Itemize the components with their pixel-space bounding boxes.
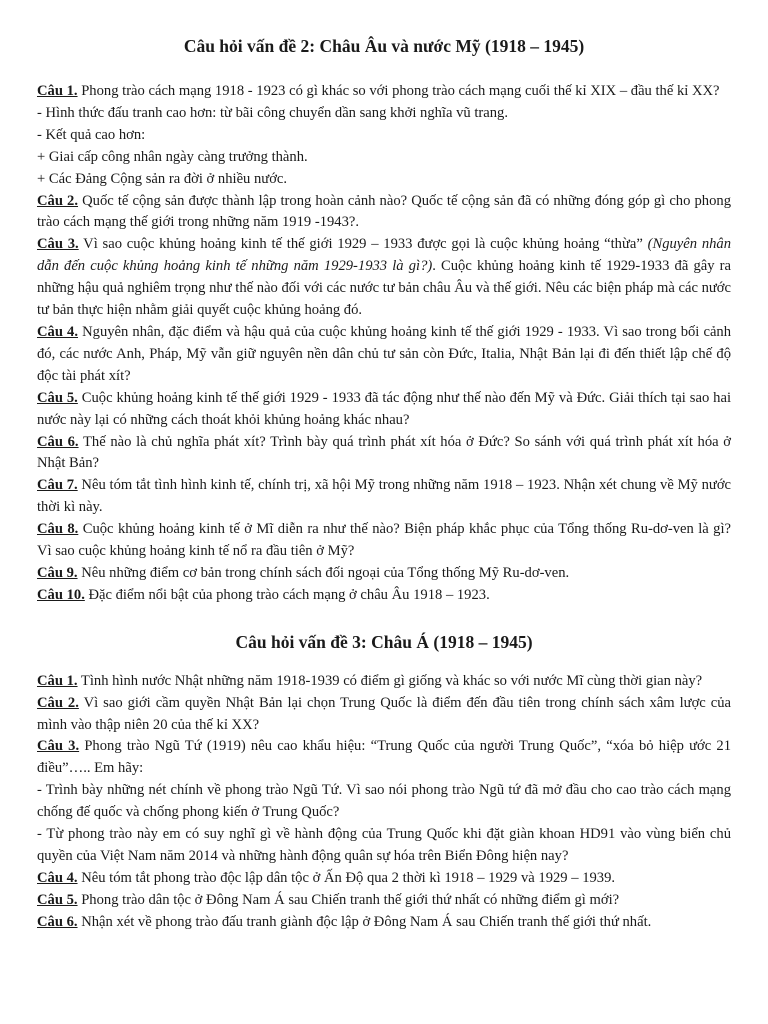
answer-line: + Giai cấp công nhân ngày càng trưởng thành.	[37, 148, 308, 165]
question-label: Câu 9.	[37, 564, 78, 581]
question-text: Quốc tế cộng sản được thành lập trong hoàn cảnh nào? Quốc tế cộng sản đã có những đóng góp gì cho phong trào cách mạng thế giới trong những năm 1919 -1943?.	[37, 192, 731, 231]
question-9	[37, 563, 731, 585]
section-spacer	[37, 607, 731, 631]
question-label: Câu 1.	[37, 672, 78, 689]
question-text: . Cuộc khủng hoảng kinh tế 1929-1933 đã gây ra những hậu quả nghiêm trọng như thế nào đối với các nước tư bản châu Âu và thế giới. Nêu các biện pháp mà các nước tư bản thực hiện nhằm giải quyết cuộc khủng hoảng đó.	[37, 258, 731, 319]
question-text: Phong trào dân tộc ở Đông Nam Á sau Chiến tranh thế giới thứ nhất có những điểm gì mới?	[77, 891, 620, 908]
question-label: Câu 5.	[37, 389, 78, 406]
question-2	[37, 693, 731, 737]
question-text: Cuộc khủng hoảng kinh tế thế giới 1929 - 1933 đã tác động như thế nào đến Mỹ và Đức. Giải thích tại sao hai nước này lại có những cách thoát khỏi khủng hoảng khác nhau?	[37, 389, 732, 428]
question-text: Cuộc khủng hoảng kinh tế ở Mĩ diễn ra như thế nào? Biện pháp khắc phục của Tổng thống Ru-dơ-ven là gì? Vì sao cuộc khủng hoảng kinh tế nổ ra đầu tiên ở Mỹ?	[37, 521, 731, 560]
question-3	[37, 234, 731, 322]
question-text: Vì sao cuộc khủng hoảng kinh tế thế giới 1929 – 1933 được gọi là cuộc khủng hoảng “thừa”	[78, 236, 648, 253]
question-text: Nhận xét về phong trào đấu tranh giành độc lập ở Đông Nam Á sau Chiến tranh thế giới thứ nhất.	[77, 913, 652, 930]
section-title-europe-america: Câu hỏi vấn đề 2: Châu Âu và nước Mỹ (1918 – 1945)	[183, 36, 585, 56]
question-text: Phong trào cách mạng 1918 - 1923 có gì khác so với phong trào cách mạng cuối thế kỉ XIX – đầu thế kỉ XX?	[77, 83, 720, 99]
question-6	[37, 912, 731, 934]
question-text: Phong trào Ngũ Tứ (1919) nêu cao khẩu hiệu: “Trung Quốc của người Trung Quốc”, “xóa bỏ hiệp ước 21 điều”….. Em hãy:	[37, 738, 732, 777]
question-3	[37, 736, 731, 780]
question-label: Câu 3.	[37, 236, 79, 253]
question-list-asia	[37, 671, 731, 934]
question-label: Câu 6.	[37, 433, 79, 450]
answer-line: - Hình thức đấu tranh cao hơn: từ bãi công chuyển dần sang khởi nghĩa vũ trang.	[37, 104, 508, 121]
question-label: Câu 8.	[37, 521, 79, 538]
question-label: Câu 2.	[37, 694, 79, 711]
question-label: Câu 5.	[37, 891, 78, 908]
question-label: Câu 2.	[37, 192, 79, 209]
answer-line: - Trình bày những nét chính về phong trào Ngũ Tứ. Vì sao nói phong trào Ngũ tứ đã mở đầu cho cao trào cách mạng chống đế quốc và chống phong kiến ở Trung Quốc?	[37, 782, 731, 821]
question-5	[37, 890, 731, 912]
question-label: Câu 7.	[37, 477, 78, 494]
question-label: Câu 1.	[37, 83, 78, 99]
question-text: Nêu những điểm cơ bản trong chính sách đối ngoại của Tổng thống Mỹ Ru-dơ-ven.	[77, 564, 570, 581]
question-6	[37, 432, 731, 476]
question-label: Câu 4.	[37, 323, 79, 340]
question-text: Nêu tóm tắt tình hình kinh tế, chính trị, xã hội Mỹ trong những năm 1918 – 1923. Nhận xét chung về Mỹ nước thời kì này.	[37, 477, 732, 516]
answer-line: + Các Đảng Cộng sản ra đời ở nhiều nước.	[37, 170, 288, 187]
question-text: Nêu tóm tắt phong trào độc lập dân tộc ở Ấn Độ qua 2 thời kì 1918 – 1929 và 1929 – 1939.	[77, 869, 616, 886]
question-1	[37, 671, 731, 693]
question-label: Câu 10.	[37, 586, 85, 603]
question-1	[37, 81, 731, 103]
question-list-europe-america	[37, 81, 731, 607]
answer-line: - Kết quả cao hơn:	[37, 126, 146, 143]
question-8	[37, 519, 731, 563]
question-5	[37, 388, 731, 432]
question-text: Nguyên nhân, đặc điểm và hậu quả của cuộc khủng hoảng kinh tế thế giới 1929 - 1933. Vì sao trong bối cảnh đó, các nước Anh, Pháp, Mỹ vẫn giữ nguyên nền dân chủ tư sản còn Đức, Italia, Nhật Bản lại đi đến thiết lập chế độ độc tài phát xít?	[37, 323, 732, 384]
question-text-italic: (Nguyên nhân dẫn đến cuộc khủng hoảng kinh tế những năm 1929-1933 là gì?)	[37, 236, 732, 275]
question-text: Thế nào là chủ nghĩa phát xít? Trình bày quá trình phát xít hóa ở Đức? So sánh với quá trình phát xít hóa ở Nhật Bản?	[37, 433, 732, 472]
question-10	[37, 585, 731, 607]
question-text: Đặc điểm nổi bật của phong trào cách mạng ở châu Âu 1918 – 1923.	[84, 586, 490, 603]
question-4	[37, 868, 731, 890]
question-label: Câu 4.	[37, 869, 78, 886]
answer-line: - Từ phong trào này em có suy nghĩ gì về hành động của Trung Quốc khi đặt giàn khoan HD91 vào vùng biển chủ quyền của Việt Nam năm 2014 và những hành động quân sự hóa trên Biển Đông hiện nay?	[37, 826, 731, 864]
question-text: Tình hình nước Nhật những năm 1918-1939 có điểm gì giống và khác so với nước Mĩ cùng thời gian này?	[77, 672, 703, 689]
section-title-asia: Câu hỏi vấn đề 3: Châu Á (1918 – 1945)	[235, 631, 533, 652]
question-label: Câu 6.	[37, 913, 78, 930]
question-label: Câu 3.	[37, 738, 80, 755]
question-text: Vì sao giới cầm quyền Nhật Bản lại chọn Trung Quốc là điểm đến đầu tiên trong chính sách xâm lược của mình vào thập niên 20 của thế kỉ XX?	[37, 694, 731, 733]
question-2	[37, 191, 731, 235]
question-7	[37, 475, 731, 519]
question-4	[37, 322, 731, 388]
